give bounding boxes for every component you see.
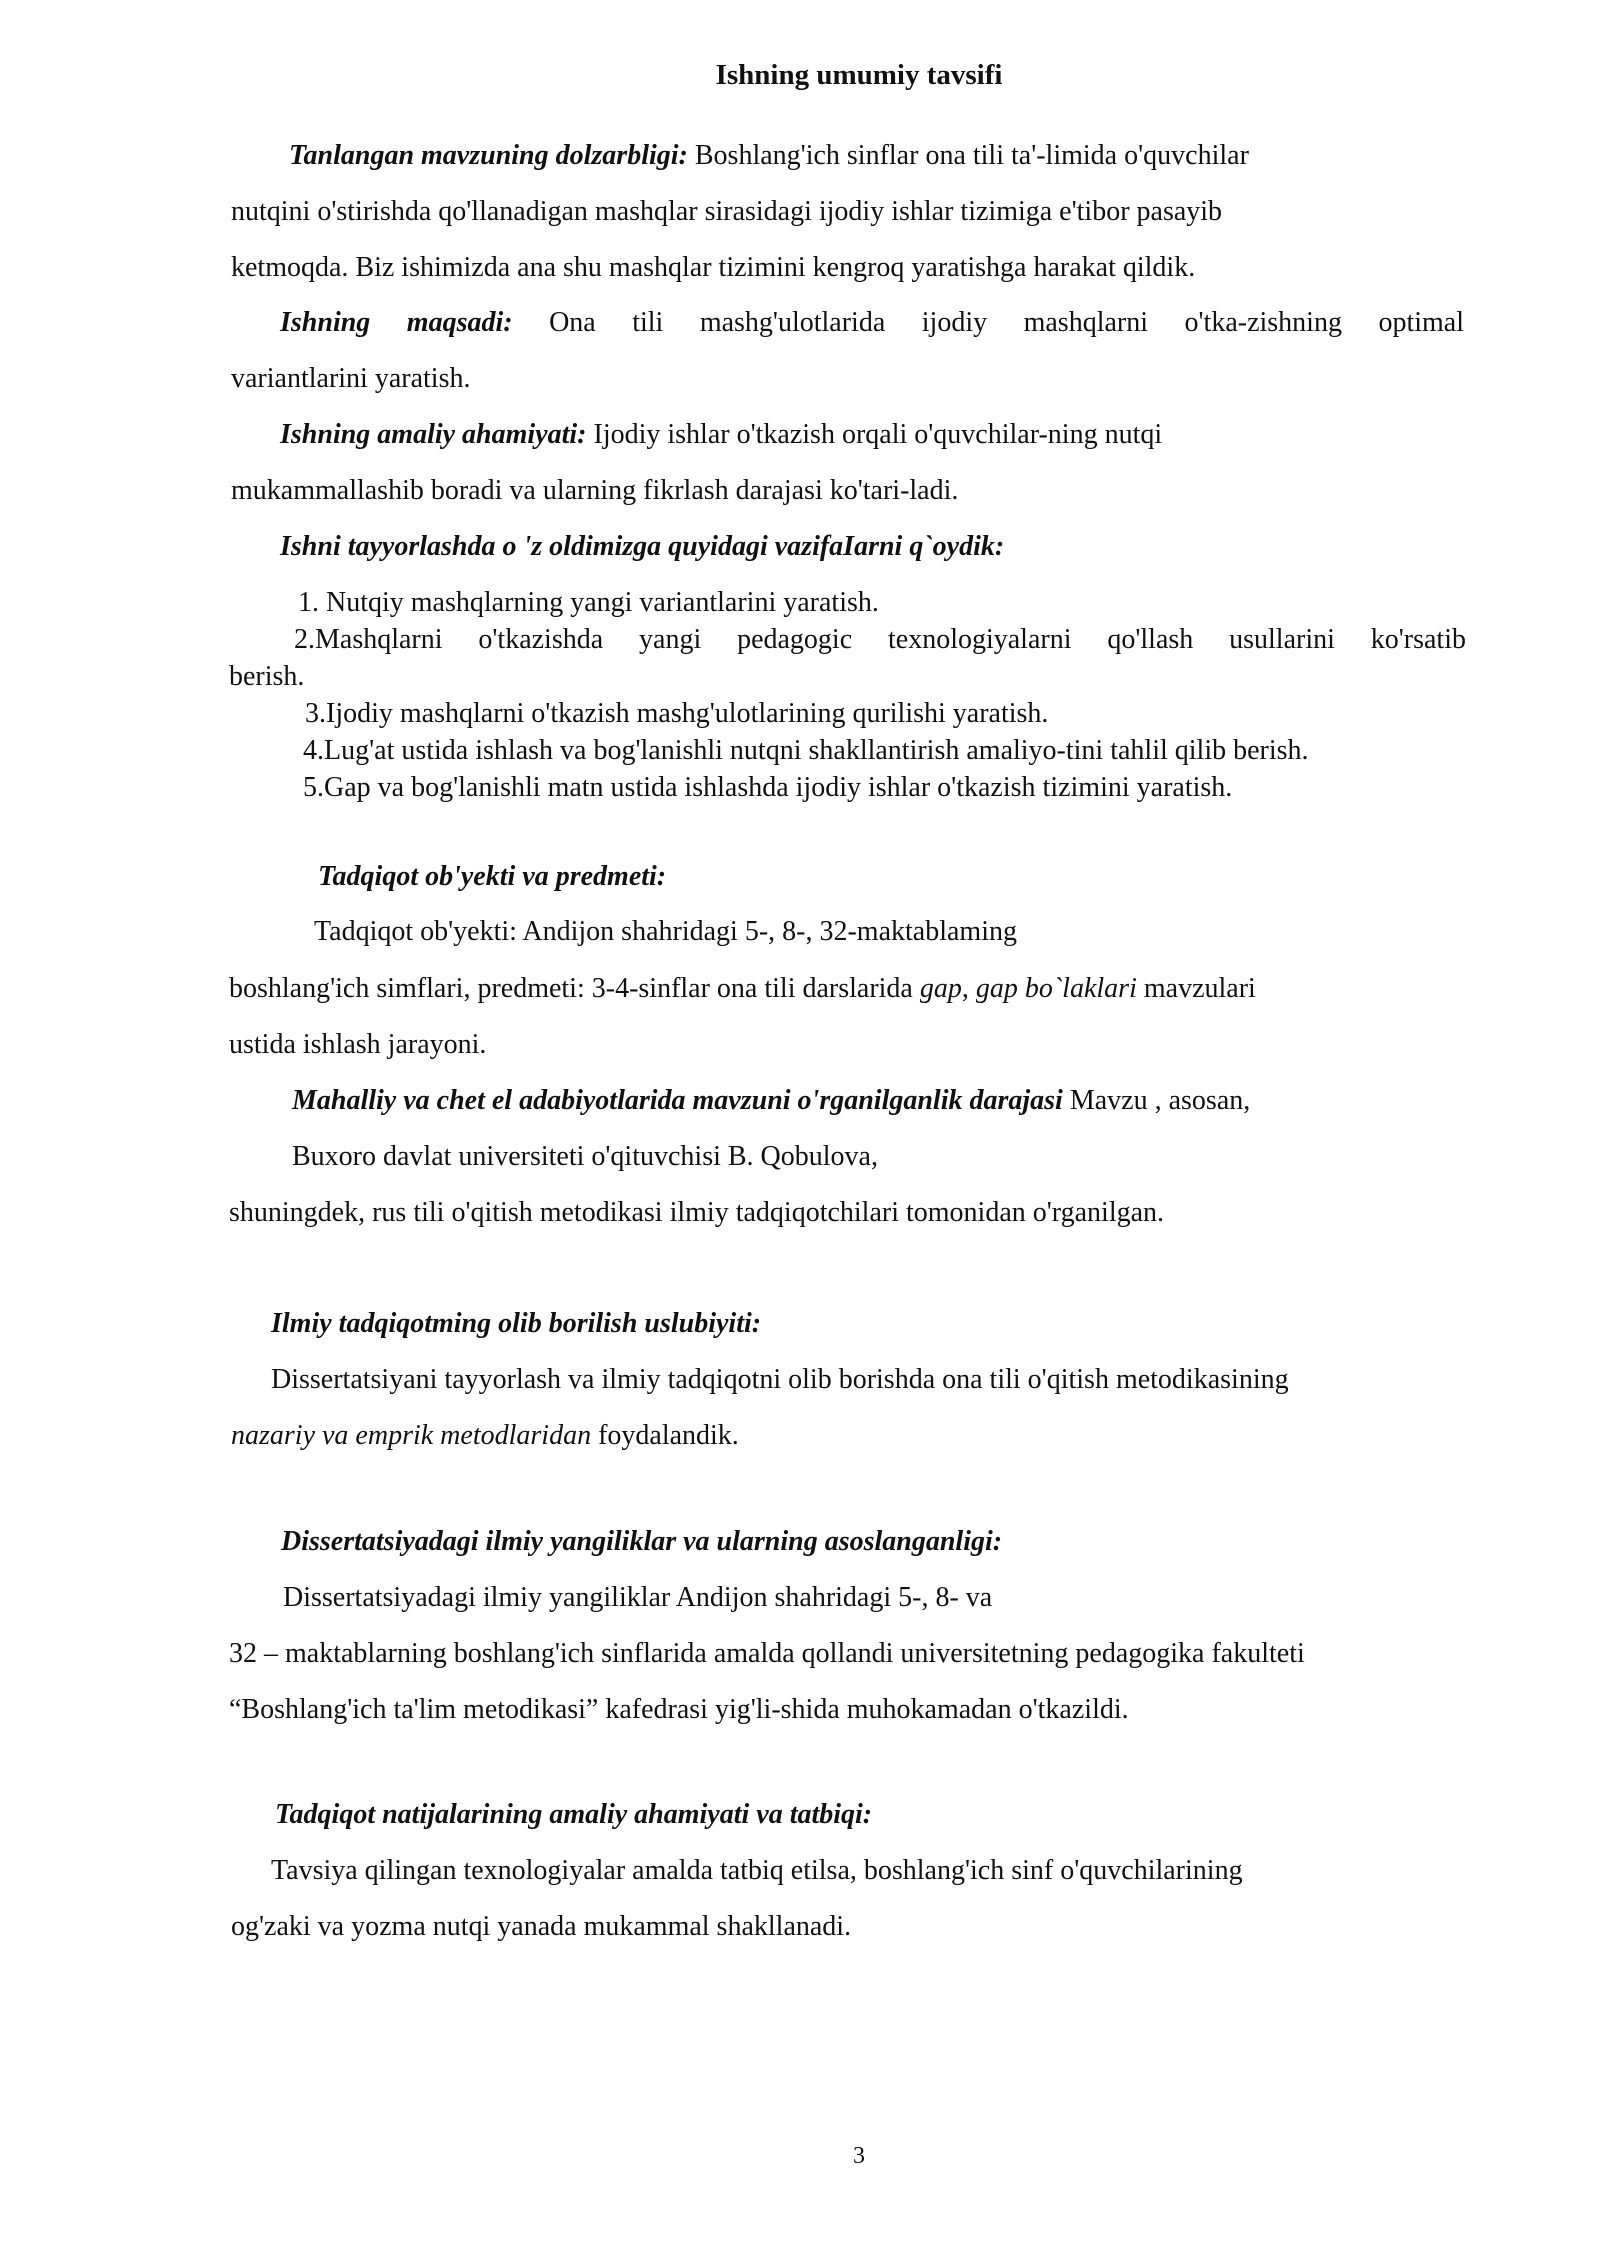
goal-paragraph-line-2: variantlarini yaratish. (231, 363, 471, 394)
novelty-paragraph-line-2: 32 – maktablarning boshlang'ich sinflarida amalda qollandi universitetning pedagogika fakulteti (229, 1638, 1305, 1669)
task-item-1: 1. Nutqiy mashqlarning yangi variantlarini yaratish. (298, 587, 879, 618)
object-heading: Tadqiqot ob'yekti va predmeti: (318, 861, 667, 892)
relevance-paragraph-line-3: ketmoqda. Biz ishimizda ana shu mashqlar tizimini kengroq yaratishga harakat qildik. (231, 252, 1196, 283)
practical-paragraph-line-1 (280, 418, 1162, 452)
object-term-gap-parts: gap bo`laklari (975, 973, 1137, 1004)
relevance-text: Boshlang'ich sinflar ona tili ta'-limida o'quvchilar (694, 140, 1249, 171)
novelty-paragraph-line-1: Dissertatsiyadagi ilmiy yangiliklar Andijon shahridagi 5-, 8- va (283, 1582, 993, 1613)
methodology-text-end: foydalandik. (591, 1420, 739, 1451)
results-heading: Tadqiqot natijalarining amaliy ahamiyati va tatbiqi: (275, 1799, 873, 1830)
object-paragraph-line-1: Tadqiqot ob'yekti: Andijon shahridagi 5-, 8-, 32-maktablaming (314, 916, 1017, 947)
methodology-term: nazariy va emprik metodlaridan (231, 1420, 592, 1451)
literature-heading: Mahalliy va chet el adabiyotlarida mavzuni o'rganilganlik darajasi (292, 1085, 1063, 1116)
results-paragraph-line-2: og'zaki va yozma nutqi yanada mukammal shakllanadi. (231, 1911, 852, 1942)
goal-heading: Ishning maqsadi: (280, 307, 513, 338)
task-item-2-continued: berish. (229, 661, 305, 692)
literature-paragraph-line-2: Buxoro davlat universiteti o'qituvchisi B. Qobulova, (292, 1141, 878, 1172)
object-term-gap: gap (919, 973, 962, 1004)
object-text-end: mavzulari (1136, 973, 1256, 1004)
results-paragraph-line-1: Tavsiya qilingan texnologiyalar amalda tatbiq etilsa, boshlang'ich sinf o'quvchilarining (271, 1855, 1243, 1886)
methodology-paragraph-line-1: Dissertatsiyani tayyorlash va ilmiy tadqiqotni olib borishda ona tili o'qitish metodikasining (271, 1364, 1289, 1395)
object-comma: , (961, 973, 976, 1004)
novelty-paragraph-line-3: “Boshlang'ich ta'lim metodikasi” kafedrasi yig'li-shida muhokamadan o'tkazildi. (229, 1694, 1129, 1725)
literature-paragraph-line-1 (292, 1084, 1250, 1118)
page-title: Ishning umumiy tavsifi (715, 59, 1003, 91)
page-number: 3 (853, 2143, 865, 2169)
object-text: boshlang'ich simflari, predmeti: 3-4-sinflar ona tili darslarida (229, 973, 920, 1004)
task-item-4: 4.Lug'at ustida ishlash va bog'lanishli nutqni shakllantirish amaliyo-tini tahlil qilib berish. (303, 735, 1309, 766)
relevance-paragraph-line-2: nutqini o'stirishda qo'llanadigan mashqlar sirasidagi ijodiy ishlar tizimiga e'tibor pasayib (231, 196, 1223, 227)
methodology-heading: Ilmiy tadqiqotming olib borilish uslubiyiti: (271, 1308, 762, 1339)
object-paragraph-line-3: ustida ishlash jarayoni. (229, 1029, 487, 1060)
methodology-paragraph-line-2 (231, 1419, 739, 1453)
goal-text: Ona tili mashg'ulotlarida ijodiy mashqlarni o'tka-zishning optimal (549, 307, 1464, 338)
practical-text: Ijodiy ishlar o'tkazish orqali o'quvchilar-ning nutqi (593, 419, 1163, 450)
task-item-5: 5.Gap va bog'lanishli matn ustida ishlashda ijodiy ishlar o'tkazish tizimini yaratish. (303, 772, 1233, 803)
practical-paragraph-line-2: mukammallashib boradi va ularning fikrlash darajasi ko'tari-ladi. (231, 475, 959, 506)
relevance-paragraph-line-1 (289, 139, 1249, 173)
task-item-3: 3.Ijodiy mashqlarni o'tkazish mashg'ulotlarining qurilishi yaratish. (305, 698, 1049, 729)
object-paragraph-line-2 (229, 972, 1256, 1006)
relevance-heading: Tanlangan mavzuning dolzarbligi: (289, 140, 688, 171)
tasks-heading: Ishni tayyorlashda o 'z oldimizga quyidagi vazifaIarni q`oydik: (280, 531, 1005, 562)
practical-heading: Ishning amaliy ahamiyati: (280, 419, 587, 450)
literature-text: Mavzu , asosan, (1062, 1085, 1251, 1116)
task-item-2: 2.Mashqlarni o'tkazishda yangi pedagogic texnologiyalarni qo'llash usullarini ko'rsatib (294, 624, 1466, 655)
goal-paragraph-line-1 (280, 306, 1464, 340)
novelty-heading: Dissertatsiyadagi ilmiy yangiliklar va ularning asoslanganligi: (281, 1526, 1003, 1557)
literature-paragraph-line-3: shuningdek, rus tili o'qitish metodikasi ilmiy tadqiqotchilari tomonidan o'rganilgan. (229, 1197, 1165, 1228)
